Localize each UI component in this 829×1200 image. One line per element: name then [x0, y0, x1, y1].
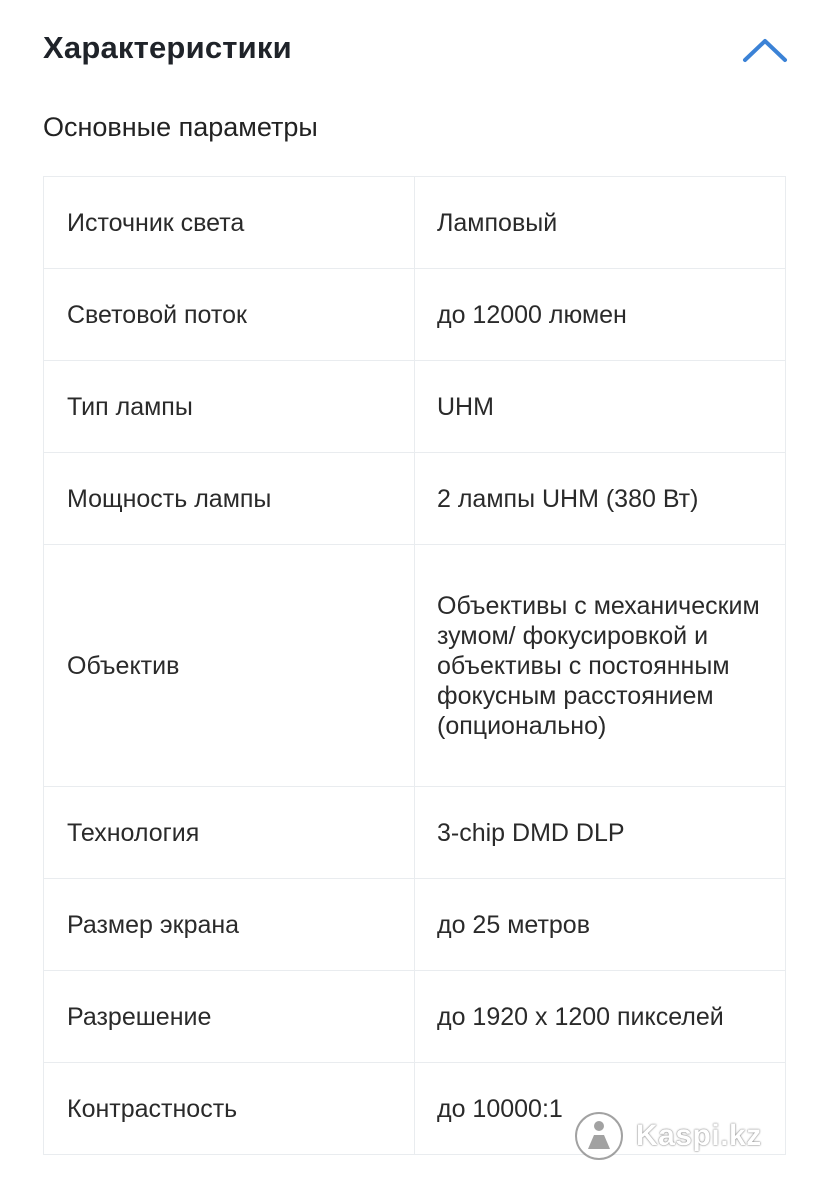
chevron-up-icon: [742, 34, 788, 66]
spec-value: UHM: [415, 361, 786, 453]
table-row: [44, 453, 786, 545]
section-title: Характеристики: [43, 30, 292, 65]
table-row: [44, 879, 786, 971]
specs-table: [43, 176, 786, 1155]
spec-label: Световой поток: [44, 269, 415, 361]
spec-value: до 25 метров: [415, 879, 786, 971]
spec-label: Технология: [44, 787, 415, 879]
table-row: [44, 269, 786, 361]
section-subtitle: Основные параметры: [43, 112, 318, 142]
table-row: [44, 545, 786, 787]
spec-label: Тип лампы: [44, 361, 415, 453]
spec-value: Объективы с механическим зумом/ фокусировкой и объективы с постоянным фокусным расстоянием (опционально): [415, 545, 786, 787]
table-row: [44, 361, 786, 453]
specs-header: [43, 28, 788, 72]
spec-value: до 10000:1: [415, 1063, 786, 1155]
kaspi-watermark: [574, 1108, 762, 1164]
spec-label: Разрешение: [44, 971, 415, 1063]
spec-label: Источник света: [44, 177, 415, 269]
collapse-toggle-button[interactable]: [742, 34, 788, 66]
kaspi-logo-icon: [574, 1111, 624, 1161]
spec-label: Размер экрана: [44, 879, 415, 971]
watermark-text: Kaspi.kz: [636, 1119, 762, 1152]
table-row: [44, 971, 786, 1063]
table-row: [44, 177, 786, 269]
table-row: [44, 787, 786, 879]
spec-value: до 12000 люмен: [415, 269, 786, 361]
spec-value: 3-chip DMD DLP: [415, 787, 786, 879]
spec-label: Контрастность: [44, 1063, 415, 1155]
spec-value: до 1920 x 1200 пикселей: [415, 971, 786, 1063]
spec-value: 2 лампы UHM (380 Вт): [415, 453, 786, 545]
spec-value: Ламповый: [415, 177, 786, 269]
spec-label: Мощность лампы: [44, 453, 415, 545]
spec-label: Объектив: [44, 545, 415, 787]
